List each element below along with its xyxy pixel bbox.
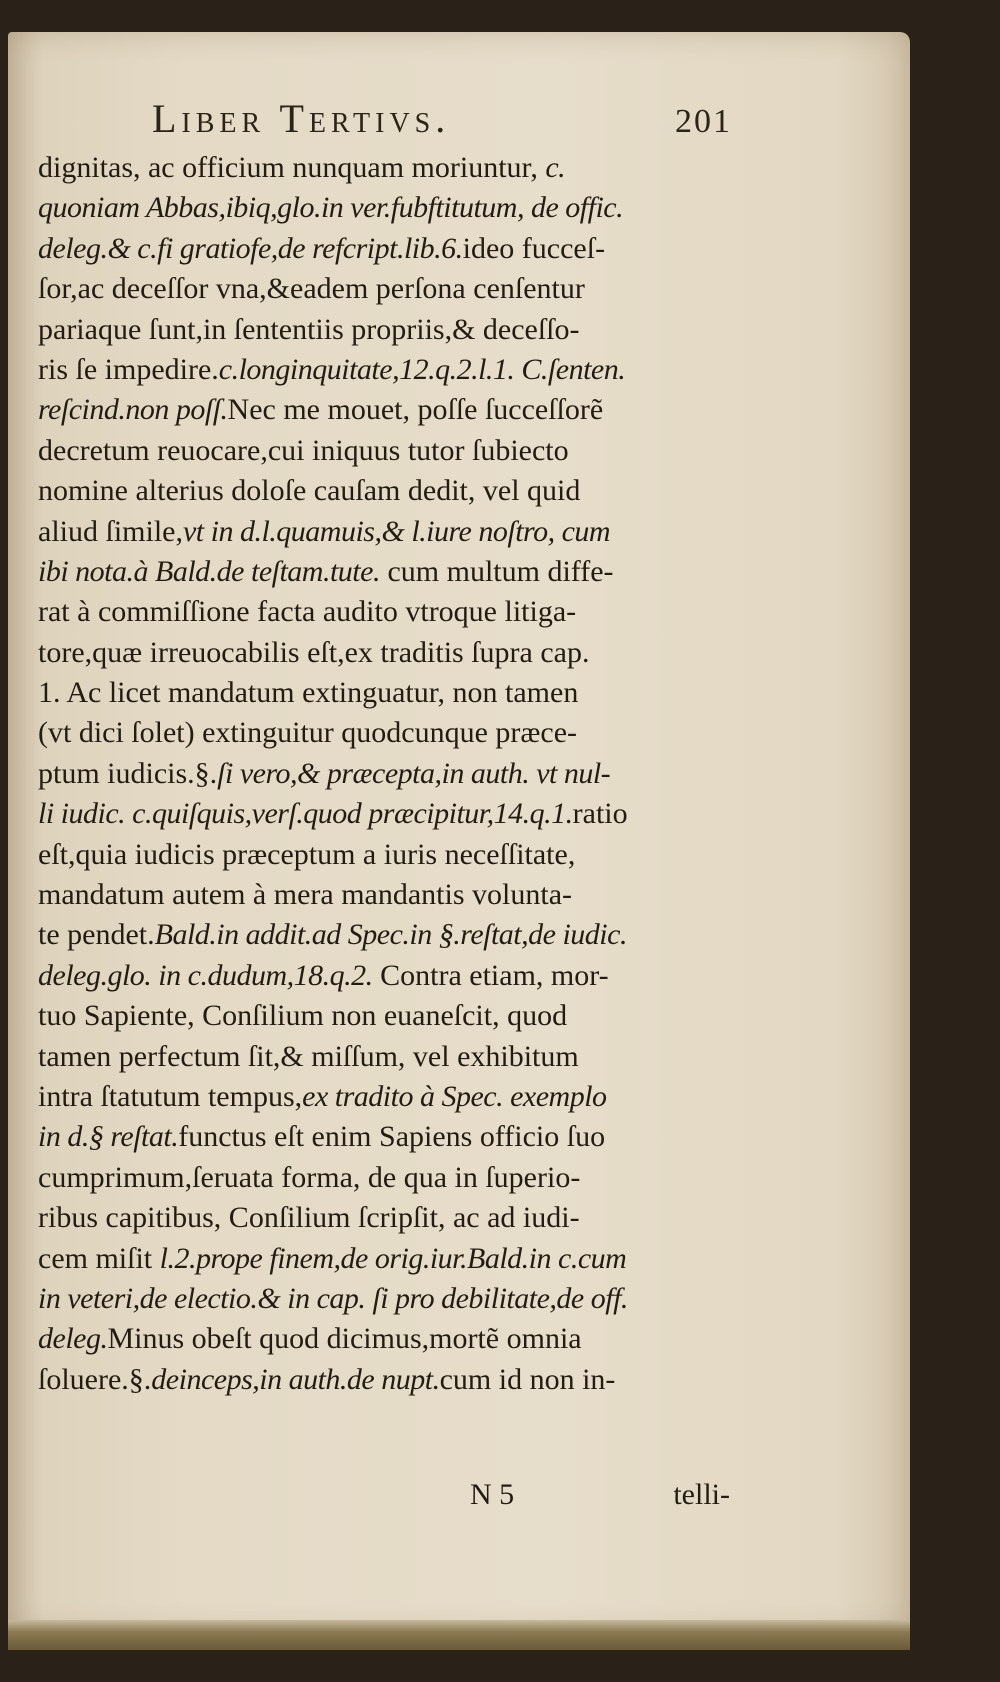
text-line: [38, 754, 758, 794]
line-text: cum multum diffe-: [379, 554, 614, 588]
citation-text: c.: [545, 151, 566, 184]
line-text: te pendet.: [38, 918, 155, 952]
citation-text: quoniam Abbas,ibiq,glo.in ver.fubftitutum, de offic.: [38, 191, 624, 225]
text-line: [38, 1319, 758, 1359]
line-text: eſt,quia iudicis præceptum a iuris neceſſitate,: [38, 837, 576, 871]
text-line: [38, 148, 758, 188]
text-line: [38, 1279, 758, 1319]
citation-text: in d.§ reſtat.: [38, 1120, 179, 1154]
line-text: ratio: [572, 797, 628, 831]
text-line: [38, 188, 758, 228]
text-line: [38, 1360, 758, 1400]
body-text: [38, 148, 758, 1400]
text-line: [38, 713, 758, 753]
text-line: [38, 1077, 758, 1117]
citation-text: reſcind.non poſſ.: [38, 393, 228, 427]
line-text: aliud ſimile,: [38, 514, 183, 548]
text-line: [38, 552, 758, 592]
text-line: [38, 471, 758, 511]
line-text: mandatum autem à mera mandantis volunta-: [38, 878, 572, 912]
line-text: cumprimum,ſeruata forma, de qua in ſuperio-: [38, 1160, 581, 1194]
line-text: cum id non in-: [439, 1362, 616, 1396]
citation-text: deleg.glo. in c.dudum,18.q.2.: [38, 958, 373, 992]
line-text: ribus capitibus, Conſilium ſcripſit, ac ad iudi-: [38, 1201, 580, 1235]
line-text: rat à commiſſione facta audito vtroque litiga-: [38, 595, 577, 629]
text-line: [38, 1158, 758, 1198]
citation-text: vt in d.l.quamuis,& l.iure noſtro, cum: [182, 514, 611, 548]
line-text: ptum iudicis.§.: [38, 756, 218, 790]
line-text: ſoluere.§.: [38, 1362, 152, 1396]
text-line: [38, 350, 758, 390]
text-line: [38, 794, 758, 834]
citation-text: li iudic. c.quiſquis,verſ.quod præcipitur,14.q.1.: [38, 797, 573, 831]
text-line: [38, 512, 758, 552]
citation-text: in veteri,de electio.& in cap. ſi pro debilitate,de off.: [38, 1281, 628, 1315]
line-text: pariaque ſunt,in ſententiis propriis,& deceſſo-: [38, 312, 580, 346]
citation-text: c.longinquitate,12.q.2.l.1. C.ſenten.: [218, 352, 626, 386]
text-line: [38, 1198, 758, 1238]
text-line: [38, 592, 758, 632]
text-line: [38, 390, 758, 430]
text-line: [38, 875, 758, 915]
line-text: ideo fucceſ-: [462, 231, 606, 265]
line-text: tuo Sapiente, Conſilium non euaneſcit, quod: [38, 999, 568, 1033]
citation-text: ſi vero,& præcepta,in auth. vt nul-: [217, 756, 611, 790]
line-text: cem miſit: [38, 1241, 160, 1275]
text-line: [38, 1037, 758, 1077]
line-text: decretum reuocare,cui iniquus tutor ſubiecto: [38, 433, 569, 467]
signature-mark: N 5: [470, 1478, 515, 1511]
citation-text: ex tradito à Spec. exemplo: [302, 1079, 607, 1113]
citation-text: ibi nota.à Bald.de teſtam.tute.: [38, 554, 380, 588]
line-text: (vt dici ſolet) extinguitur quodcunque præce-: [38, 716, 578, 750]
line-text: intra ſtatutum tempus,: [38, 1079, 303, 1113]
line-text: Minus obeſt quod dicimus,mortẽ omnia: [107, 1322, 582, 1356]
page-bottom-edge: [8, 1620, 910, 1650]
text-line: [38, 1117, 758, 1157]
line-text: dignitas, ac officium nunquam moriuntur,: [38, 151, 546, 184]
citation-text: deinceps,in auth.de nupt.: [151, 1362, 440, 1396]
text-line: [38, 269, 758, 309]
footer-line: [470, 1478, 730, 1520]
line-text: nomine alterius doloſe cauſam dedit, vel quid: [38, 474, 581, 508]
folio-number: 201: [675, 103, 732, 140]
catchword: telli-: [673, 1478, 730, 1511]
text-line: [38, 310, 758, 350]
line-text: ris ſe impedire.: [38, 352, 219, 386]
citation-text: l.2.prope finem,de orig.iur.Bald.in c.cum: [159, 1241, 627, 1275]
line-text: tore,quæ irreuocabilis eſt,ex traditis ſupra cap.: [38, 635, 590, 669]
line-text: tamen perfectum ſit,& miſſum, vel exhibitum: [38, 1039, 579, 1073]
text-line: [38, 956, 758, 996]
line-text: functus eſt enim Sapiens officio ſuo: [178, 1120, 606, 1154]
text-line: [38, 915, 758, 955]
text-line: [38, 996, 758, 1036]
line-text: 1. Ac licet mandatum extinguatur, non tamen: [38, 676, 579, 710]
citation-text: deleg.: [38, 1322, 108, 1356]
line-text: Contra etiam, mor-: [372, 958, 609, 992]
citation-text: deleg.& c.fi gratiofe,de refcript.lib.6.: [38, 231, 463, 265]
line-text: Nec me mouet, poſſe ſucceſſorẽ: [227, 393, 604, 427]
text-line: [38, 229, 758, 269]
citation-text: Bald.in addit.ad Spec.in §.reſtat,de iudic.: [154, 918, 627, 952]
text-line: [38, 1239, 758, 1279]
running-head: [152, 95, 732, 141]
text-line: [38, 835, 758, 875]
line-text: ſor,ac deceſſor vna,&eadem perſona cenſentur: [38, 272, 585, 306]
text-line: [38, 673, 758, 713]
text-line: [38, 633, 758, 673]
running-head-title: Liber Tertivs.: [152, 96, 451, 141]
text-line: [38, 431, 758, 471]
